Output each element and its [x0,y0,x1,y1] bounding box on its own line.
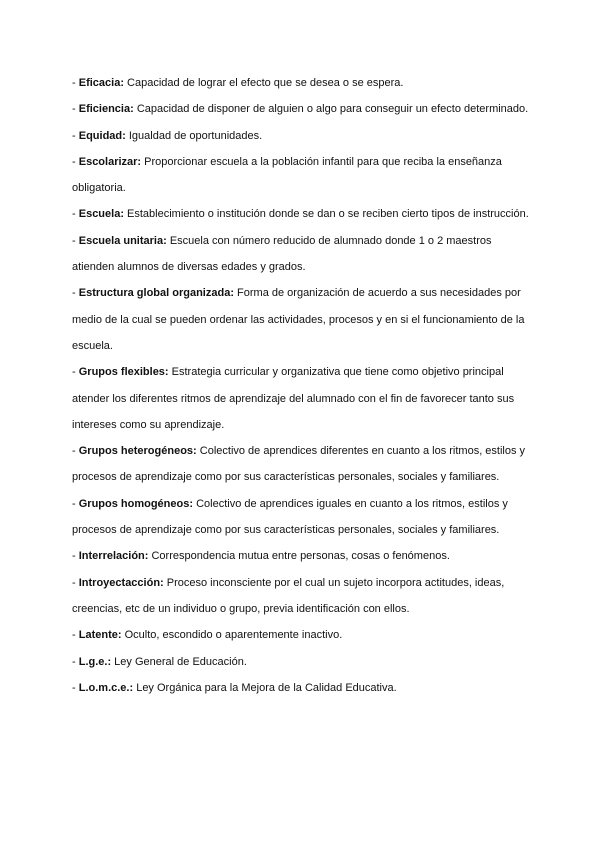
glossary-entry [72,491,532,544]
entry-bullet: - [72,234,79,247]
entry-bullet: - [72,155,79,168]
entry-bullet: - [72,129,79,142]
entry-bullet: - [72,445,79,458]
glossary-definition: Capacidad de disponer de alguien o algo para conseguir un efecto determinado. [133,103,529,116]
glossary-term: L.g.e.: [78,655,112,668]
entry-bullet: - [72,77,79,89]
glossary-entry [72,201,532,227]
glossary-term: Eficiencia: [78,103,134,116]
entry-bullet: - [72,550,79,563]
entry-bullet: - [72,287,79,300]
glossary-entry [72,149,532,202]
glossary-entry [72,543,532,569]
glossary-entry [72,123,532,149]
glossary-entry [72,649,532,675]
glossary-term: Escuela: [78,208,124,221]
entry-bullet: - [72,629,79,642]
glossary-definition: Proporcionar escuela a la población infantil para que reciba la enseñanza obligatoria. [72,155,502,195]
glossary-entry [72,280,532,359]
glossary-term: Interrelación: [78,550,149,563]
glossary-term: Latente: [78,629,122,642]
glossary-definition: Estrategia curricular y organizativa que tiene como objetivo principal atender los diferentes ritmos de aprendizaje del alumnado con el fin de favorecer tanto sus intereses como su aprendizaje. [72,366,515,431]
glossary-term: Grupos homogéneos: [78,497,194,510]
glossary-definition: Proceso inconsciente por el cual un sujeto incorpora actitudes, ideas, creencias, etc de un individuo o grupo, previa identificación con ellos. [72,576,505,615]
entry-bullet: - [72,208,79,221]
glossary-definition: Escuela con número reducido de alumnado donde 1 o 2 maestros atienden alumnos de diversas edades y grados. [72,234,492,274]
glossary-term: Eficacia: [78,77,124,89]
glossary-term: Escuela unitaria: [78,234,167,247]
glossary-definition: Capacidad de lograr el efecto que se desea o se espera. [123,77,404,89]
glossary-term: Equidad: [78,129,126,142]
glossary-definition: Establecimiento o institución donde se dan o se reciben cierto tipos de instrucción. [123,208,529,221]
entry-bullet: - [72,681,79,694]
glossary-entry [72,228,532,281]
glossary-term: Escolarizar: [78,155,142,168]
glossary-term: L.o.m.c.e.: [78,681,134,694]
entry-bullet: - [72,655,79,668]
glossary-definition: Correspondencia mutua entre personas, cosas o fenómenos. [148,550,450,563]
glossary-definition: Oculto, escondido o aparentemente inactivo. [121,629,343,642]
glossary-entry [72,359,532,438]
entry-bullet: - [72,497,79,510]
glossary-entry [72,70,532,96]
glossary-entry [72,622,532,648]
glossary-definition: Ley General de Educación. [111,655,247,668]
entry-bullet: - [72,576,79,589]
glossary-term: Grupos heterogéneos: [78,445,197,458]
glossary-entry [72,96,532,122]
glossary-term: Grupos flexibles: [78,366,169,379]
glossary-entry [72,438,532,491]
glossary-definition: Igualdad de oportunidades. [125,129,263,142]
glossary-term: Estructura global organizada: [78,287,234,300]
glossary-definition: Ley Orgánica para la Mejora de la Calidad Educativa. [133,681,397,694]
glossary-term: Introyectacción: [78,576,164,589]
glossary-entry [72,675,532,701]
entry-bullet: - [72,366,79,379]
glossary-definition: Colectivo de aprendices diferentes en cuanto a los ritmos, estilos y procesos de aprendizaje como por sus características personales, sociales y familiares. [72,445,526,484]
glossary-definition: Forma de organización de acuerdo a sus necesidades por medio de la cual se pueden ordenar las actividades, procesos y en si el funcionamiento de la escuela. [72,287,525,352]
entry-bullet: - [72,103,79,116]
glossary-list [72,70,532,701]
glossary-entry [72,570,532,623]
glossary-definition: Colectivo de aprendices iguales en cuanto a los ritmos, estilos y procesos de aprendizaje como por sus características personales, sociales y familiares. [72,497,508,537]
